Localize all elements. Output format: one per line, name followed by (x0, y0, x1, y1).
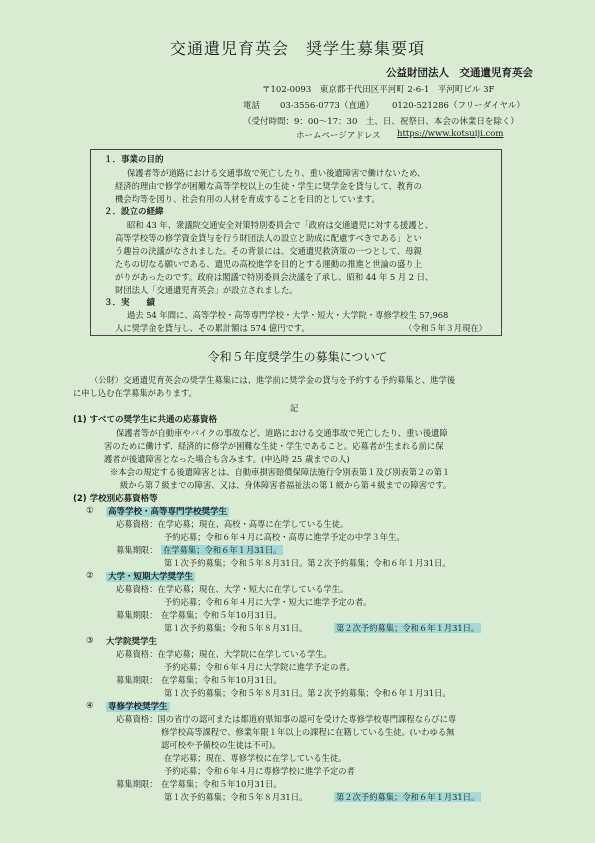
history-line: がりがあったのです。政府は閣議で特別委員会決議を了承し、昭和 44 年 5 月 2 日、 (115, 272, 434, 282)
period-label: 募集期限： (116, 675, 158, 685)
common-qualification-line: 保護者等が自動車やバイクの事故など、道路における交通事故で死亡したり、重い後遺障 (116, 428, 448, 438)
document-title: 交通遺児育英会 奨学生募集要項 (169, 39, 425, 58)
period-enrolled: 在学募集；令和５年10月31日。 (161, 779, 282, 789)
school-line: 応募資格：国の省庁の認可または都道府県知事の認可を受けた専修学校専門課程ならびに専 (116, 714, 457, 724)
school-line: 予約応募；令和６年４月に専修学校に進学予定の者 (164, 766, 355, 776)
period-reservation: 第１次予約募集；令和５年８月31日。 (164, 792, 308, 802)
phone-label: 電話 (243, 101, 261, 111)
recruitment-heading: 令和５年度奨学生の募集について (207, 350, 388, 364)
results-line: 過去 54 年間に、高等学校・高等専門学校・大学・短大・大学院・専修学校生 57,968 (127, 310, 449, 320)
school-name-vocational: 専修学校奨学生 (108, 702, 168, 712)
school-line: 応募資格：在学応募；現在、大学院に在学している学生。 (116, 649, 332, 659)
school-line: 認可校や予備校の生徒は不可)。 (161, 740, 281, 750)
period-label: 募集期限： (116, 779, 158, 789)
history-line: 高等学校等の修学資金貸与を行う財団法人の設立と助成に配慮すべきである」とい (115, 233, 422, 243)
period-second-reservation-highlight: 第２次予約募集；令和６年１月31日。 (336, 623, 480, 633)
history-line: 昭和 43 年、衆議院交通安全対策特別委員会で「政府は交通遺児に対する援護と、 (127, 220, 434, 230)
history-line: う趣旨の決議がなされました。その背景には、交通遺児救済策の一つとして、母親 (115, 246, 422, 256)
school-number-4: ④ (86, 700, 94, 710)
period-enrolled-highlight: 在学募集；令和６年１月31日。 (163, 545, 282, 555)
results-line: 人に奨学金を貸与し、その累計額は 574 億円です。 (115, 323, 310, 333)
homepage-label: ホームページアドレス (296, 131, 381, 141)
common-qualification-line: 護者が後遺障害となった場合も含みます。(申込時 25 歳までの人) (104, 454, 350, 464)
section-history-heading: ２．設立の経緯 (104, 207, 164, 217)
history-line: たちの切なる願いである、遺児の高校進学を目的とする運動の推進と世論の盛り上 (115, 259, 422, 269)
section-purpose-heading: １．事業の目的 (104, 155, 164, 165)
school-name-university: 大学・短期大学奨学生 (108, 572, 194, 582)
common-qualification-heading: (1) すべての奨学生に共通の応募資格 (73, 415, 217, 425)
office-hours: （受付時間：9：00～17：30 土、日、祝祭日、本会の休業日を除く） (243, 117, 519, 127)
period-label: 募集期限： (116, 610, 158, 620)
school-line: 応募資格：在学応募；現在、大学・短大に在学している学生。 (116, 584, 349, 594)
period-reservation: 第１次予約募集；令和５年８月31日。第２次予約募集；令和６年１月31日。 (164, 558, 451, 568)
school-number-3: ③ (86, 635, 94, 645)
period-label: 募集期限： (116, 545, 158, 555)
results-note: （令和５年３月現在） (404, 323, 487, 333)
section-results-heading: ３．実 績 (104, 298, 156, 308)
school-number-2: ② (86, 570, 94, 580)
intro-line: （公財）交通遺児育英会の奨学生募集には、進学前に奨学金の貸与を予約する予約募集と、進学後 (90, 375, 456, 385)
school-number-1: ① (86, 505, 94, 515)
homepage-link[interactable]: https://www.kotsuiji.com (397, 129, 504, 139)
school-line: 修学校高等課程で、修業年限１年以上の課程に在籍している生徒。(いわゆる無 (161, 727, 455, 737)
phone-number: 03-3556-0773（直通） (280, 101, 374, 111)
common-qualification-note: 級から第７級までの障害、又は、身体障害者福祉法の第１級から第４級までの障害です。 (120, 480, 452, 490)
school-line: 予約応募；令和６年４月に大学・短大に進学予定の者。 (164, 597, 372, 607)
common-qualification-note: ※本会の規定する後遺障害とは、自動車損害賠償保障法施行令別表第１及び別表第２の第１ (110, 467, 451, 477)
school-line: 予約応募；令和６年４月に高校・高専に進学予定の中学３年生。 (164, 532, 405, 542)
history-line: 財団法人「交通遺児育英会」が設立されました。 (115, 285, 298, 295)
organization-name: 公益財団法人 交通遺児育英会 (386, 67, 533, 79)
common-qualification-line: 害のために働けず、経済的に修学が困難な生徒・学生であること。応募者が生まれる前に保 (104, 441, 444, 451)
school-name-high-school: 高等学校・高等専門学校奨学生 (108, 507, 228, 517)
purpose-line: 保護者等が道路における交通事故で死亡したり、重い後遺障害で働けないため、 (127, 168, 426, 178)
school-line: 応募資格：在学応募；現在、高校・高専に在学している生徒。 (116, 519, 349, 529)
period-enrolled: 在学募集；令和５年10月31日。 (161, 610, 282, 620)
intro-line: に申し込む在学募集があります。 (73, 388, 197, 398)
school-qualification-heading: (2) 学校別応募資格等 (73, 494, 158, 504)
school-name-graduate: 大学院奨学生 (106, 637, 158, 647)
period-reservation: 第１次予約募集；令和５年８月31日。第２次予約募集；令和６年１月31日。 (164, 688, 451, 698)
period-reservation: 第１次予約募集；令和５年８月31日。 (164, 623, 308, 633)
period-second-reservation-highlight: 第２次予約募集；令和６年１月31日。 (336, 792, 480, 802)
freedial-number: 0120-521286（フリーダイヤル） (392, 101, 525, 111)
school-line: 在学応募；現在、専修学校に在学している生徒。 (164, 753, 347, 763)
ki-marker: 記 (290, 403, 299, 413)
address: 〒102-0093 東京都千代田区平河町 2-6-1 平河町ビル 3F (262, 85, 495, 95)
purpose-line: 経済的理由で修学が困難な高等学校以上の生徒・学生に奨学金を貸与して、教育の (115, 181, 422, 191)
purpose-line: 機会均等を図り、社会有用の人材を育成することを目的としています。 (115, 194, 380, 204)
period-enrolled: 在学募集；令和５年10月31日。 (161, 675, 282, 685)
school-line: 予約応募；令和６年４月に大学院に進学予定の者。 (164, 662, 355, 672)
